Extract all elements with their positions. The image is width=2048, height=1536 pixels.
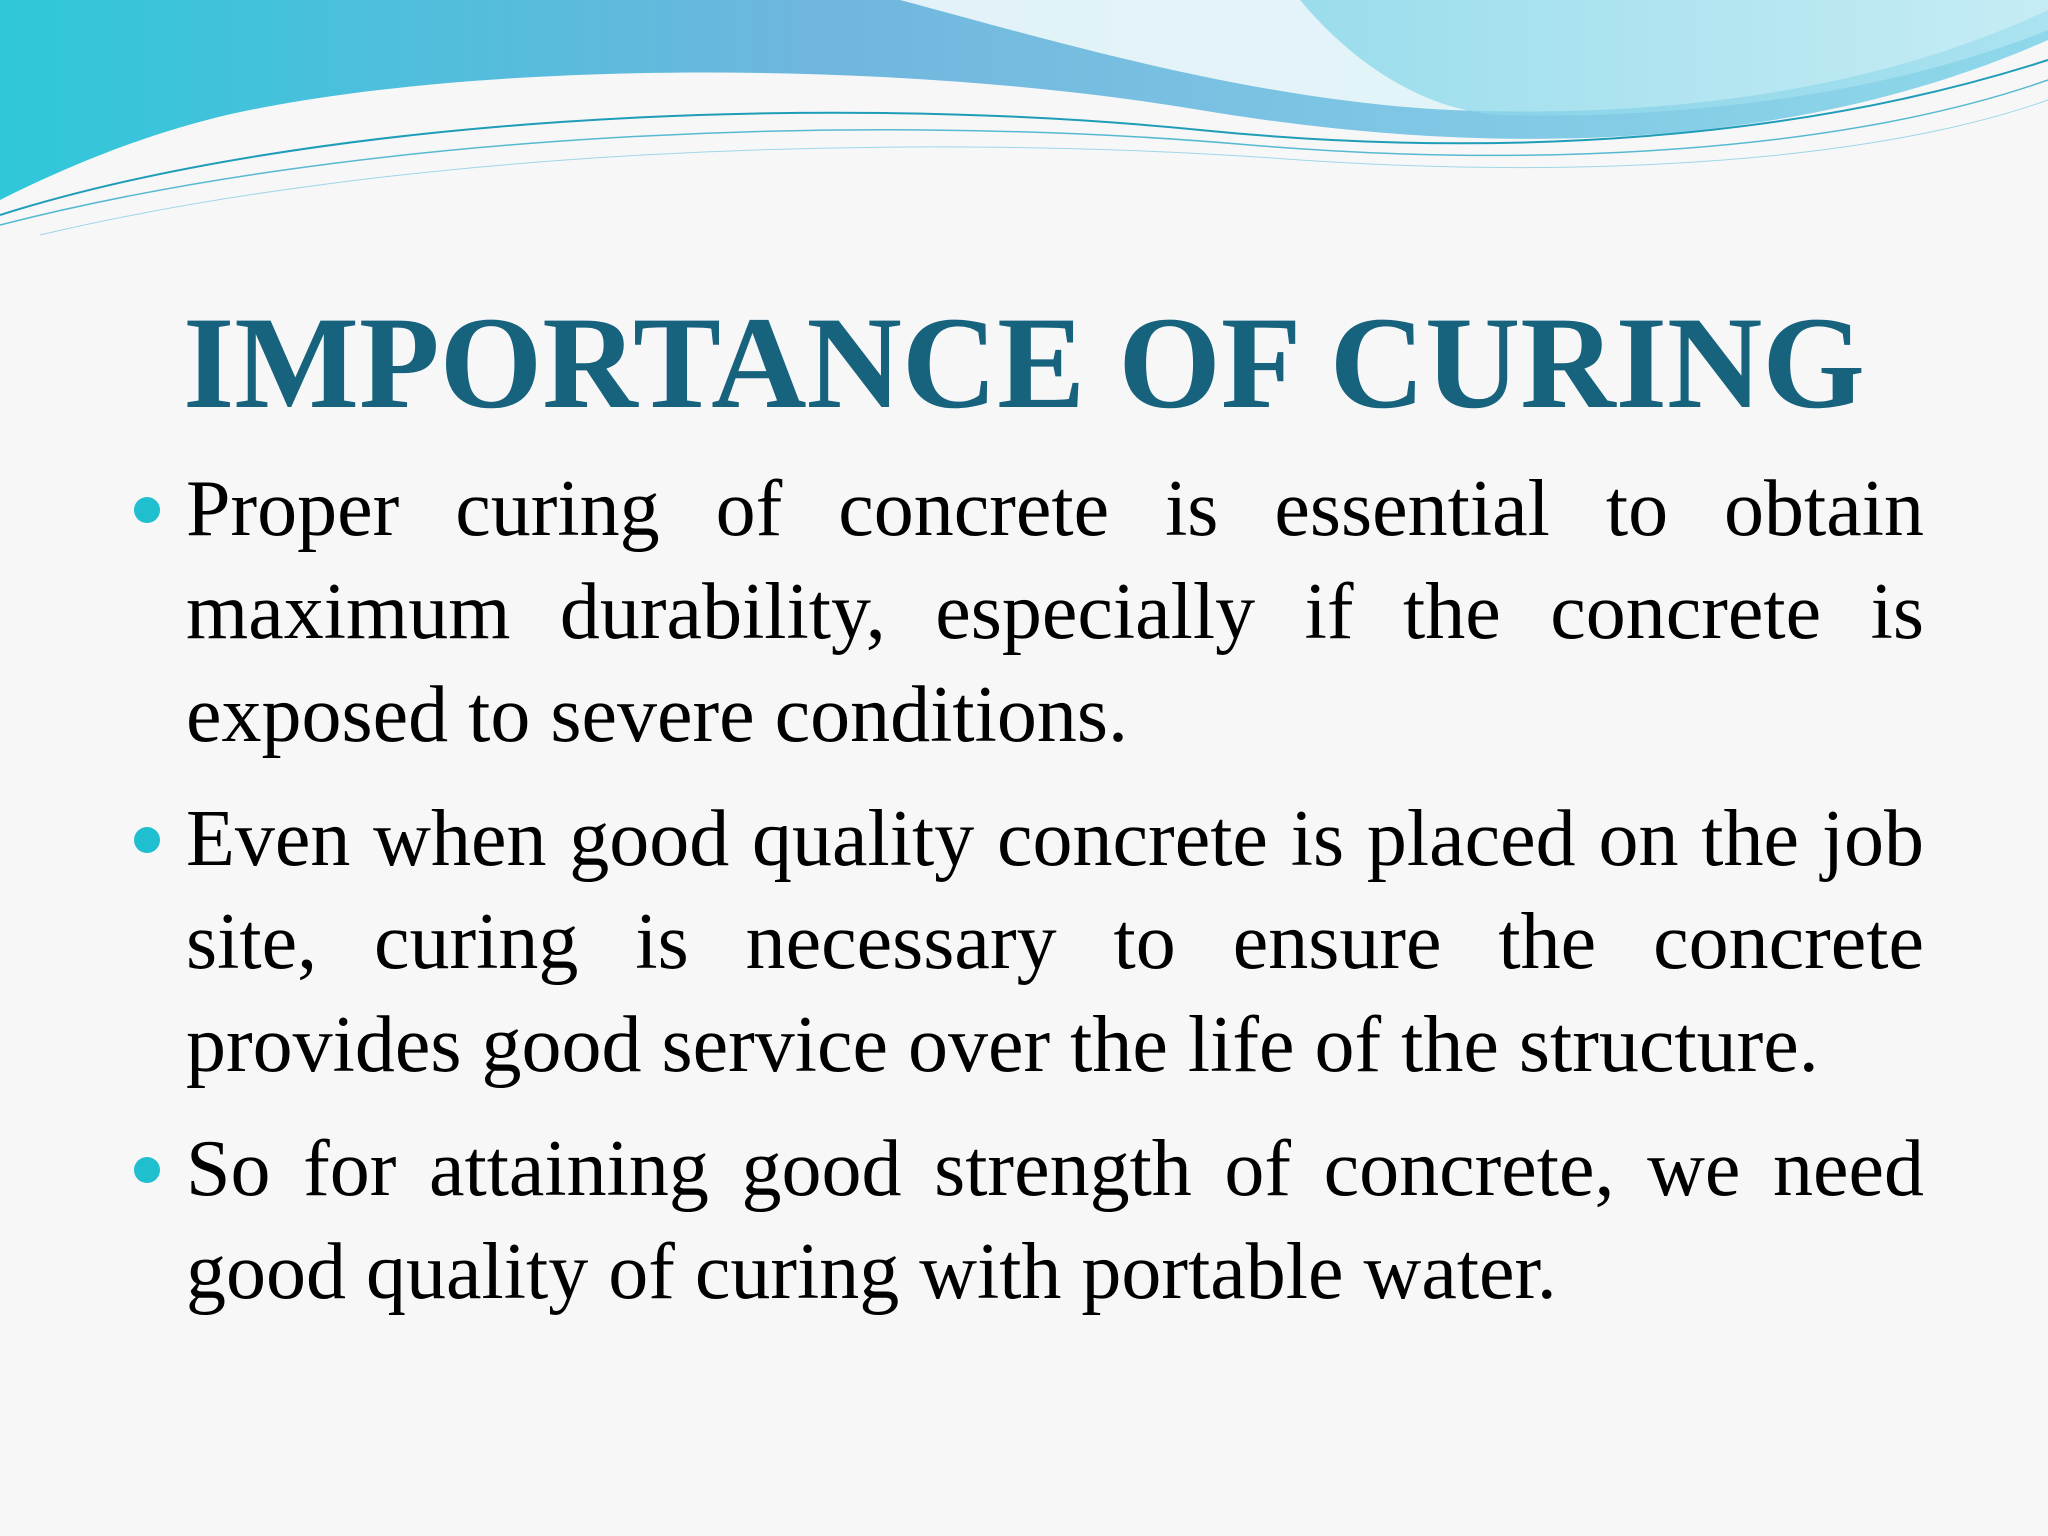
bullet-text: Proper curing of concrete is essential to obtain maximum durability, especially if the concrete is exposed to severe conditions. <box>186 465 1924 759</box>
bullet-icon <box>134 827 160 853</box>
bullet-item <box>186 458 1924 767</box>
slide-title: IMPORTANCE OF CURING <box>183 289 1865 436</box>
bullet-item <box>186 788 1924 1097</box>
bullet-icon <box>134 1157 160 1183</box>
header-wave-decoration <box>0 0 2048 240</box>
bullet-icon <box>134 497 160 523</box>
bullet-text: Even when good quality concrete is placed on the job site, curing is necessary to ensure the concrete provides good service over the life of the structure. <box>186 795 1924 1089</box>
bullet-text: So for attaining good strength of concrete, we need good quality of curing with portable water. <box>186 1125 1924 1316</box>
bullet-list <box>186 458 1924 1345</box>
bullet-item <box>186 1118 1924 1324</box>
